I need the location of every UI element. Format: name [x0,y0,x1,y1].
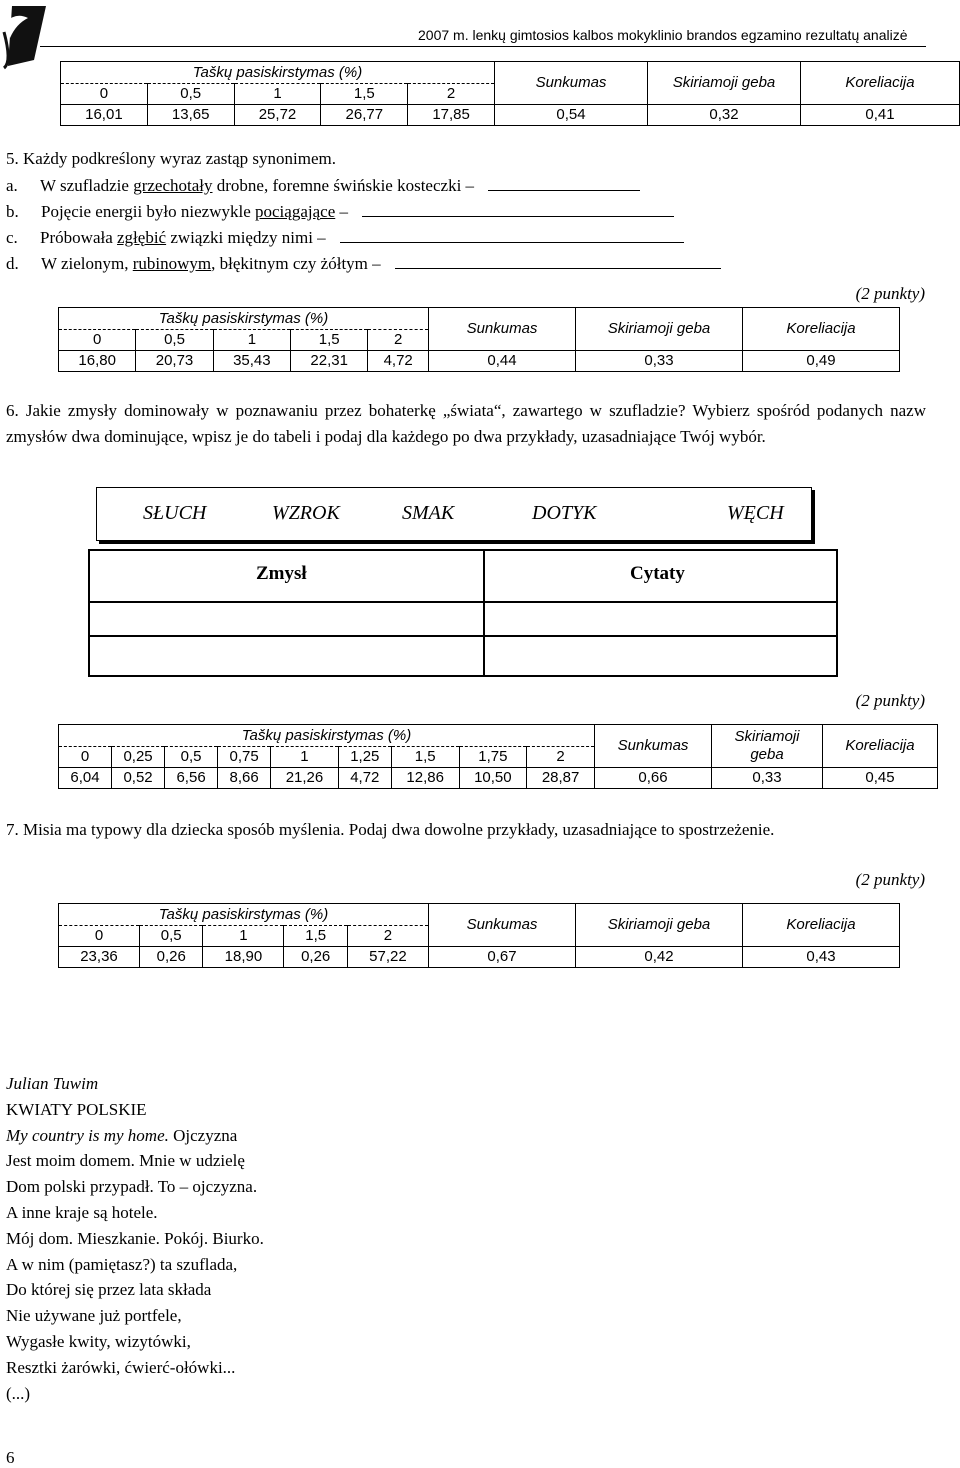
value-cell: 22,31 [291,351,368,372]
value-cell: 28,87 [527,768,595,789]
poem-line: Wygasłe kwity, wizytówki, [6,1331,191,1351]
sense-option: DOTYK [532,502,597,524]
senses-box [96,487,812,541]
col-sense-header: Zmysł [256,563,307,584]
koreliacija-header: Koreliacija [823,725,938,768]
q5-item-a: a. W szufladzie grzechotały drobne, foremne świńskie kosteczki – [6,176,640,196]
score-cell: 1 [234,84,321,105]
value-cell: 23,36 [59,947,140,968]
sunkumas-value: 0,66 [595,768,712,789]
dist-header: Taškų pasiskirstymas (%) [61,62,495,84]
col-quotes-header: Cytaty [630,563,685,584]
koreliacija-header: Koreliacija [801,62,960,105]
skiriamoji-header: Skiriamoji geba [576,904,743,947]
stats-table-1 [60,61,960,126]
poem-line: Resztki żarówki, ćwierć-ołówki... [6,1357,236,1377]
sense-option: WZROK [272,502,340,524]
score-cell: 0 [61,84,148,105]
sunkumas-header: Sunkumas [595,725,712,768]
score-cell: 0 [59,926,140,947]
header-rule [40,46,926,47]
value-cell: 20,73 [136,351,213,372]
sunkumas-value: 0,54 [495,105,648,126]
q5-item-c: c. Próbowała zgłębić związki między nimi – [6,228,684,248]
value-cell: 26,77 [321,105,408,126]
points-label: (2 punkty) [855,870,925,889]
logo-icon [2,2,48,70]
value-cell: 4,72 [368,351,429,372]
score-cell: 0,5 [136,330,213,351]
poem-line: Jest moim domem. Mnie w udzielę [6,1151,245,1171]
koreliacija-header: Koreliacija [743,904,900,947]
score-cell: 2 [408,84,495,105]
score-cell: 0,5 [139,926,202,947]
value-cell: 21,26 [271,768,339,789]
value-cell: 35,43 [213,351,290,372]
value-cell: 17,85 [408,105,495,126]
skiriamoji-value: 0,42 [576,947,743,968]
value-cell: 6,56 [165,768,218,789]
poem [6,1071,264,1406]
score-cell: 0 [59,330,136,351]
value-cell: 6,04 [59,768,112,789]
skiriamoji-header: Skiriamoji geba [712,725,823,768]
score-cell: 1,5 [284,926,347,947]
sunkumas-value: 0,44 [429,351,576,372]
score-cell: 1,5 [391,747,459,768]
skiriamoji-value: 0,33 [576,351,743,372]
poem-line: Nie używane już portfele, [6,1306,182,1326]
q7-text: 7. Misia ma typowy dla dziecka sposób myślenia. Podaj dwa dowolne przykłady, uzasadniające to spostrzeżenie. [6,820,775,839]
sense-option: WĘCH [727,502,784,524]
poem-line: Do której się przez lata składa [6,1280,212,1300]
sense-option: SŁUCH [143,502,207,524]
sunkumas-header: Sunkumas [429,308,576,351]
stats-table-3 [58,724,938,789]
score-cell: 0,25 [112,747,165,768]
poem-line: My country is my home. Ojczyzna [6,1125,238,1145]
answer-blank[interactable] [340,228,684,243]
stats-table-4 [58,903,900,968]
score-cell: 1,75 [459,747,527,768]
points-label: (2 punkty) [855,284,925,303]
koreliacija-value: 0,49 [743,351,900,372]
value-cell: 12,86 [391,768,459,789]
value-cell: 0,26 [139,947,202,968]
score-cell: 2 [347,926,428,947]
q5-item-b: b. Pojęcie energii było niezwykle pociągające – [6,202,674,222]
answer-blank[interactable] [362,202,674,217]
value-cell: 16,01 [61,105,148,126]
score-cell: 1 [271,747,339,768]
score-cell: 1,25 [338,747,391,768]
koreliacija-value: 0,43 [743,947,900,968]
poem-line: A w nim (pamiętasz?) ta szuflada, [6,1254,238,1274]
poem-line: Dom polski przypadł. To – ojczyzna. [6,1177,258,1197]
poem-line: (...) [6,1383,31,1403]
score-cell: 2 [527,747,595,768]
value-cell: 8,66 [218,768,271,789]
answer-blank[interactable] [395,254,721,269]
score-cell: 1 [213,330,290,351]
skiriamoji-header: Skiriamoji geba [648,62,801,105]
value-cell: 25,72 [234,105,321,126]
dist-header: Taškų pasiskirstymas (%) [59,725,595,747]
score-cell: 2 [368,330,429,351]
stats-table-2 [58,307,900,372]
value-cell: 16,80 [59,351,136,372]
senses-answer-grid [88,549,838,677]
score-cell: 0,5 [165,747,218,768]
score-cell: 1 [203,926,284,947]
skiriamoji-value: 0,33 [712,768,823,789]
koreliacija-value: 0,41 [801,105,960,126]
koreliacija-value: 0,45 [823,768,938,789]
poem-line: Mój dom. Mieszkanie. Pokój. Biurko. [6,1228,264,1248]
score-cell: 0,5 [147,84,234,105]
sunkumas-header: Sunkumas [495,62,648,105]
q5-title: 5. Każdy podkreślony wyraz zastąp synonimem. [6,149,336,168]
value-cell: 0,26 [284,947,347,968]
value-cell: 13,65 [147,105,234,126]
value-cell: 18,90 [203,947,284,968]
poem-line: A inne kraje są hotele. [6,1202,158,1222]
value-cell: 57,22 [347,947,428,968]
q6-text: 6. Jakie zmysły dominowały w poznawaniu przez bohaterkę „świata“, zawartego w szufladzie? Wybierz spośród podanych nazw zmysłów dwa dominujące, wpisz je do tabeli i podaj dla każdego po dwa przykłady, uzasadniające Twój wybór. [6,401,926,446]
poem-author: Julian Tuwim [6,1074,99,1093]
score-cell: 0,75 [218,747,271,768]
page-number: 6 [6,1448,15,1467]
score-cell: 1,5 [291,330,368,351]
answer-blank[interactable] [488,176,640,191]
value-cell: 4,72 [338,768,391,789]
score-cell: 0 [59,747,112,768]
value-cell: 10,50 [459,768,527,789]
skiriamoji-value: 0,32 [648,105,801,126]
score-cell: 1,5 [321,84,408,105]
koreliacija-header: Koreliacija [743,308,900,351]
q5-item-d: d. W zielonym, rubinowym, błękitnym czy żółtym – [6,254,721,274]
dist-header: Taškų pasiskirstymas (%) [59,904,429,926]
points-label: (2 punkty) [855,691,925,710]
header-title: 2007 m. lenkų gimtosios kalbos mokyklinio brandos egzamino rezultatų analizė [418,27,908,43]
poem-title: KWIATY POLSKIE [6,1099,147,1119]
value-cell: 0,52 [112,768,165,789]
sense-option: SMAK [402,502,455,524]
sunkumas-value: 0,67 [429,947,576,968]
skiriamoji-header: Skiriamoji geba [576,308,743,351]
dist-header: Taškų pasiskirstymas (%) [59,308,429,330]
sunkumas-header: Sunkumas [429,904,576,947]
